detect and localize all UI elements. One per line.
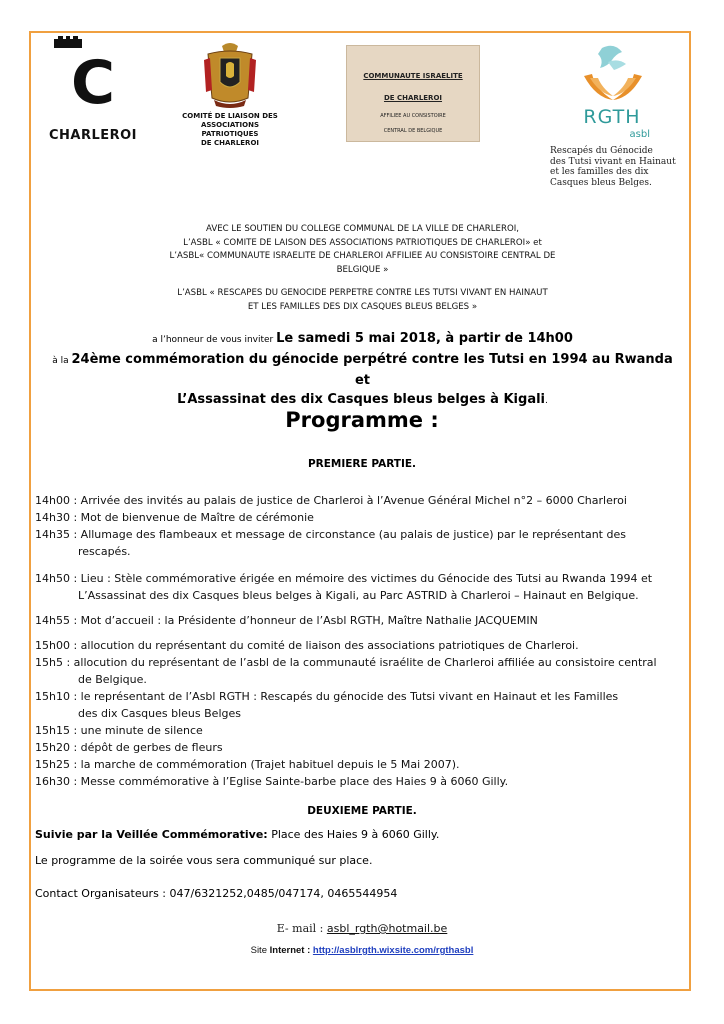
part1-title: PREMIERE PARTIE. (307, 458, 417, 470)
support-line: L’ASBL « RESCAPES DU GENOCIDE PERPETRE CONTRE LES TUTSI VIVANT EN HAINAUT (177, 288, 548, 298)
schedule-item-text: 16h30 : Messe commémorative à l’Eglise Sainte-barbe place des Haies 9 à 6060 Gilly. (35, 775, 509, 788)
comite-label (180, 112, 280, 148)
schedule-item (35, 773, 665, 790)
rgth-name: RGTH (583, 106, 641, 128)
rgth-sub: asbl (629, 129, 650, 140)
rgth-caption-line: Rescapés du Génocide (550, 146, 653, 156)
schedule-item-text: 15h15 : une minute de silence (35, 724, 203, 737)
support-line: AVEC LE SOUTIEN DU COLLEGE COMMUNAL DE LA VILLE DE CHARLEROI, (206, 224, 519, 234)
charleroi-letter: C (70, 48, 116, 118)
schedule-item-text: 15h00 : allocution du représentant du comité de liaison des associations patriotiques de Charleroi. (35, 639, 579, 652)
israelite-line3: AFFILIEE AU CONSISTOIRE (380, 113, 446, 119)
schedule-item-text: 14h50 : Lieu : Stèle commémorative érigée en mémoire des victimes du Génocide des Tutsi au Rwanda 1994 et (35, 572, 653, 585)
site-label-internet: Internet : (269, 945, 313, 956)
schedule-list (35, 492, 665, 790)
schedule-item-cont: rescapés. (78, 545, 131, 558)
website-line (0, 945, 724, 956)
support-statement (90, 223, 635, 314)
schedule-item (35, 526, 665, 560)
schedule-item-cont: des dix Casques bleus Belges (78, 707, 241, 720)
schedule-item-text: 15h20 : dépôt de gerbes de fleurs (35, 741, 223, 754)
rgth-caption-line: des Tutsi vivant en Hainaut (550, 156, 676, 167)
event-date: Le samedi 5 mai 2018, à partir de 14h00 (276, 331, 573, 346)
schedule-item-text: 15h10 : le représentant de l’Asbl RGTH : Rescapés du génocide des Tutsi vivant en Hainaut et les Familles (35, 690, 619, 703)
invitation-line1 (50, 329, 675, 350)
schedule-item (35, 722, 665, 739)
schedule-item (35, 739, 665, 756)
support-line: L’ASBL« COMMUNAUTE ISRAELITE DE CHARLEROI AFFILIEE AU CONSISTOIRE CENTRAL DE (169, 251, 556, 261)
event-title: 24ème commémoration du génocide perpétré contre les Tutsi en 1994 au Rwanda et (71, 352, 673, 388)
charleroi-logo (48, 36, 138, 148)
comite-logo (180, 40, 280, 150)
comite-line: COMITÉ DE LIAISON DES (182, 112, 278, 120)
invite-pre1: a l’honneur de vous inviter (152, 335, 277, 345)
schedule-item-text: 14h55 : Mot d’accueil : la Présidente d’honneur de l’Asbl RGTH, Maître Nathalie JACQUEMIN (35, 614, 538, 627)
schedule-item-text: 15h25 : la marche de commémoration (Trajet habituel depuis le 5 Mai 2007). (35, 758, 460, 771)
email-line (0, 922, 724, 935)
schedule-item (35, 612, 665, 629)
contact-phones: Contact Organisateurs : 047/6321252,0485/047174, 0465544954 (35, 887, 398, 900)
email-label: E- mail : (276, 922, 327, 935)
israelite-community-logo (346, 45, 480, 142)
schedule-item (35, 570, 665, 604)
crown-icon (54, 36, 82, 48)
programme-title: Programme : (285, 408, 439, 432)
invitation-line2 (50, 350, 675, 390)
charleroi-name: CHARLEROI (48, 128, 138, 143)
support-line: BELGIQUE » (336, 264, 389, 275)
schedule-item (35, 756, 665, 773)
vigil-label: Suivie par la Veillée Commémorative: (35, 828, 268, 841)
coat-of-arms-icon (200, 40, 260, 110)
programme-note: Le programme de la soirée vous sera communiqué sur place. (35, 854, 373, 867)
rgth-caption (550, 146, 690, 188)
schedule-item-cont: de Belgique. (78, 673, 147, 686)
event-title-cont: L’Assassinat des dix Casques bleus belges à Kigali (177, 392, 545, 407)
schedule-item-text: 14h35 : Allumage des flambeaux et message de circonstance (au palais de justice) par le représentant des (35, 528, 626, 541)
schedule-item-text: 14h30 : Mot de bienvenue de Maître de cérémonie (35, 511, 314, 524)
vigil-info (35, 828, 439, 841)
rgth-caption-line: et les familles des dix (550, 167, 649, 177)
israelite-line2: DE CHARLEROI (383, 94, 443, 102)
schedule-item-cont: L’Assassinat des dix Casques bleus belges à Kigali, au Parc ASTRID à Charleroi – Hainaut en Belgique. (78, 589, 639, 602)
invitation (50, 329, 675, 411)
invite-pre2: à la (52, 356, 72, 366)
support-line: ET LES FAMILLES DES DIX CASQUES BLEUS BELGES » (247, 301, 478, 312)
site-label: Site (250, 945, 270, 956)
website-link[interactable]: http://asblrgth.wixsite.com/rgthasbl (312, 945, 474, 956)
schedule-item-text: 14h00 : Arrivée des invités au palais de justice de Charleroi à l’Avenue Général Michel n°2 – 6000 Charleroi (35, 494, 627, 507)
dove-hands-icon (578, 40, 648, 104)
schedule-item-text: 15h5 : allocution du représentant de l’asbl de la communauté israélite de Charleroi affiliée au consistoire central (35, 656, 657, 669)
support-line: L’ASBL « COMITE DE LAISON DES ASSOCIATIONS PATRIOTIQUES DE CHARLEROI» et (183, 237, 542, 248)
rgth-caption-line: Casques bleus Belges. (550, 177, 652, 188)
invite-dot: . (545, 396, 548, 406)
israelite-line1: COMMUNAUTE ISRAELITE (363, 72, 463, 80)
israelite-line4: CENTRAL DE BELGIQUE (383, 128, 443, 134)
schedule-item (35, 509, 665, 526)
schedule-item (35, 688, 665, 722)
schedule-item (35, 654, 665, 688)
rgth-logo (566, 40, 656, 150)
schedule-item (35, 637, 665, 654)
schedule-item (35, 492, 665, 509)
vigil-location: Place des Haies 9 à 6060 Gilly. (267, 828, 440, 841)
comite-line: DE CHARLEROI (200, 139, 260, 147)
comite-line: ASSOCIATIONS PATRIOTIQUES (201, 121, 259, 138)
part2-title: DEUXIEME PARTIE. (307, 805, 417, 817)
email-link[interactable]: asbl_rgth@hotmail.be (326, 922, 448, 935)
